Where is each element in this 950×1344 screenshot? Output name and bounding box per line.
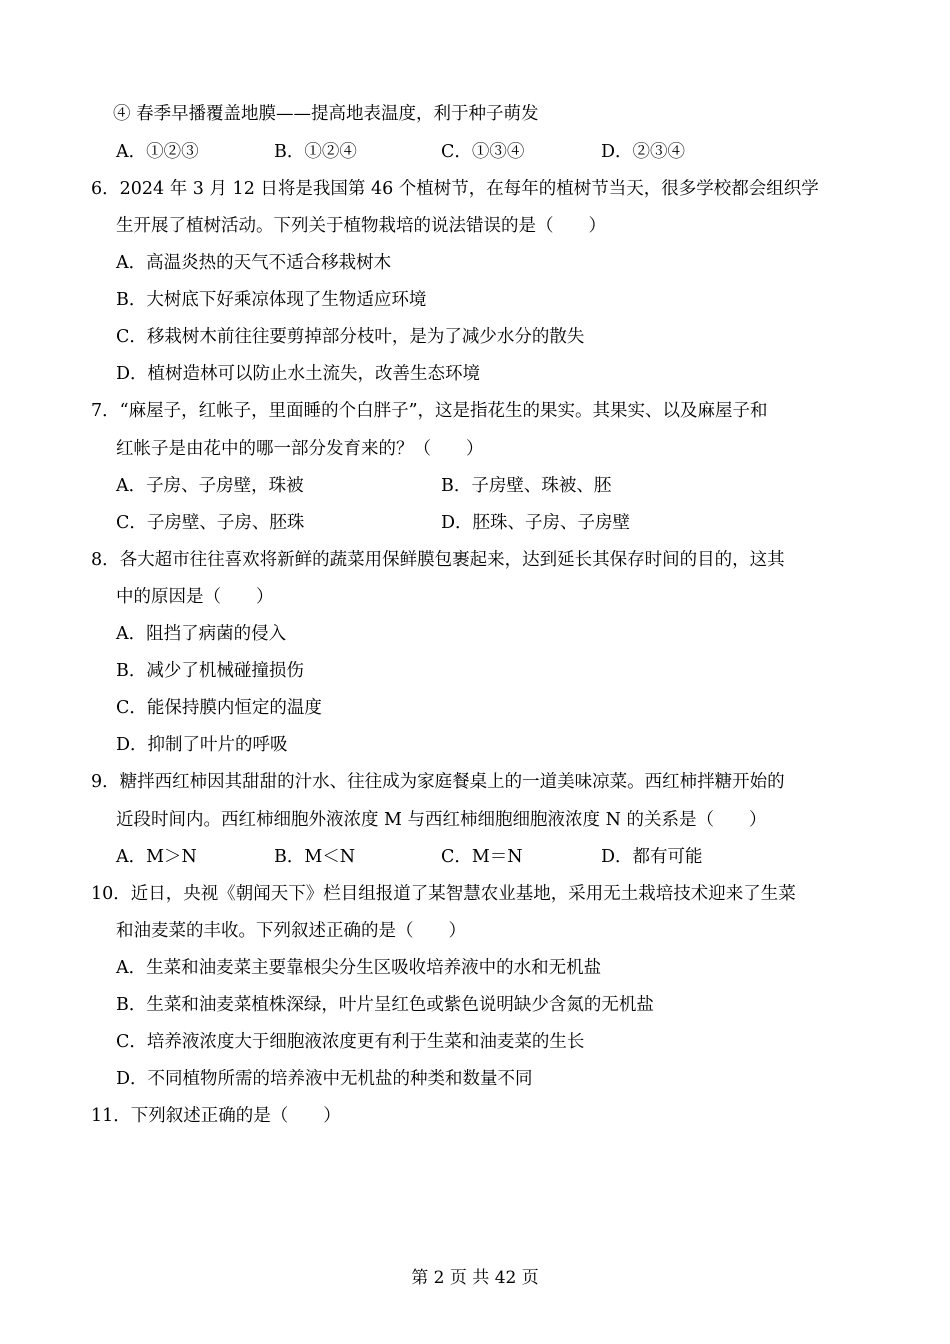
page-footer: 第 2 页 共 42 页 xyxy=(411,1268,539,1288)
q10-stem-line1: 10．近日，央视《朝闻天下》栏目组报道了某智慧农业基地，采用无土栽培技术迎来了生菜 xyxy=(91,884,796,904)
q10-option-a: A．生菜和油麦菜主要靠根尖分生区吸收培养液中的水和无机盐 xyxy=(116,958,602,978)
q6-option-d: D．植树造林可以防止水土流失，改善生态环境 xyxy=(116,364,481,384)
q7-stem-line1: 7．“麻屋子，红帐子，里面睡的个白胖子”，这是指花生的果实。其果实、以及麻屋子和 xyxy=(91,401,768,421)
q7-option-a: A．子房、子房壁，珠被 xyxy=(116,476,304,496)
q9-option-c: C．M＝N xyxy=(441,847,523,867)
q8-stem-line1: 8．各大超市往往喜欢将新鲜的蔬菜用保鲜膜包裹起来，达到延长其保存时间的目的，这其 xyxy=(91,550,785,570)
q5-option-c: C．①③④ xyxy=(441,142,525,162)
q5-option-b: B．①②④ xyxy=(274,142,357,162)
q5-option-a: A．①②③ xyxy=(116,142,199,162)
q7-option-d: D．胚珠、子房、子房壁 xyxy=(441,513,631,533)
q7-options-row1 xyxy=(0,474,950,498)
q7-option-c: C．子房壁、子房、胚珠 xyxy=(116,513,305,533)
q11-stem-line1: 11．下列叙述正确的是（ ） xyxy=(91,1106,341,1126)
q10-option-b: B．生菜和油麦菜植株深绿，叶片呈红色或紫色说明缺少含氮的无机盐 xyxy=(116,995,654,1015)
q9-option-a: A．M＞N xyxy=(116,847,197,867)
q9-stem-line1: 9．糖拌西红柿因其甜甜的汁水、往往成为家庭餐桌上的一道美味凉菜。西红柿拌糖开始的 xyxy=(91,772,785,792)
q5-options xyxy=(0,140,950,164)
q5-item4: ④ 春季早播覆盖地膜——提高地表温度，利于种子萌发 xyxy=(113,104,539,124)
q7-stem-line2: 红帐子是由花中的哪一部分发育来的？（ ） xyxy=(116,439,484,459)
q8-option-c: C．能保持膜内恒定的温度 xyxy=(116,698,322,718)
q9-option-d: D．都有可能 xyxy=(601,847,703,867)
q5-option-d: D．②③④ xyxy=(601,142,686,162)
q10-option-c: C．培养液浓度大于细胞液浓度更有利于生菜和油麦菜的生长 xyxy=(116,1032,585,1052)
q9-options xyxy=(0,845,950,869)
q8-option-d: D．抑制了叶片的呼吸 xyxy=(116,735,288,755)
q10-stem-line2: 和油麦菜的丰收。下列叙述正确的是（ ） xyxy=(116,921,466,941)
q6-option-b: B．大树底下好乘凉体现了生物适应环境 xyxy=(116,290,427,310)
q7-option-b: B．子房壁、珠被、胚 xyxy=(441,476,612,496)
q9-option-b: B．M＜N xyxy=(274,847,356,867)
q6-option-c: C．移栽树木前往往要剪掉部分枝叶，是为了减少水分的散失 xyxy=(116,327,585,347)
q8-option-b: B．减少了机械碰撞损伤 xyxy=(116,661,304,681)
q7-options-row2 xyxy=(0,511,950,535)
q6-stem-line1: 6．2024 年 3 月 12 日将是我国第 46 个植树节，在每年的植树节当天，很多学校都会组织学 xyxy=(91,179,819,199)
q6-option-a: A．高温炎热的天气不适合移栽树木 xyxy=(116,253,392,273)
q6-stem-line2: 生开展了植树活动。下列关于植物栽培的说法错误的是（ ） xyxy=(116,216,606,236)
q9-stem-line2: 近段时间内。西红柿细胞外液浓度 M 与西红柿细胞细胞液浓度 N 的关系是（ ） xyxy=(116,810,767,830)
q10-option-d: D．不同植物所需的培养液中无机盐的种类和数量不同 xyxy=(116,1069,533,1089)
q8-option-a: A．阻挡了病菌的侵入 xyxy=(116,624,287,644)
q8-stem-line2: 中的原因是（ ） xyxy=(116,587,274,607)
